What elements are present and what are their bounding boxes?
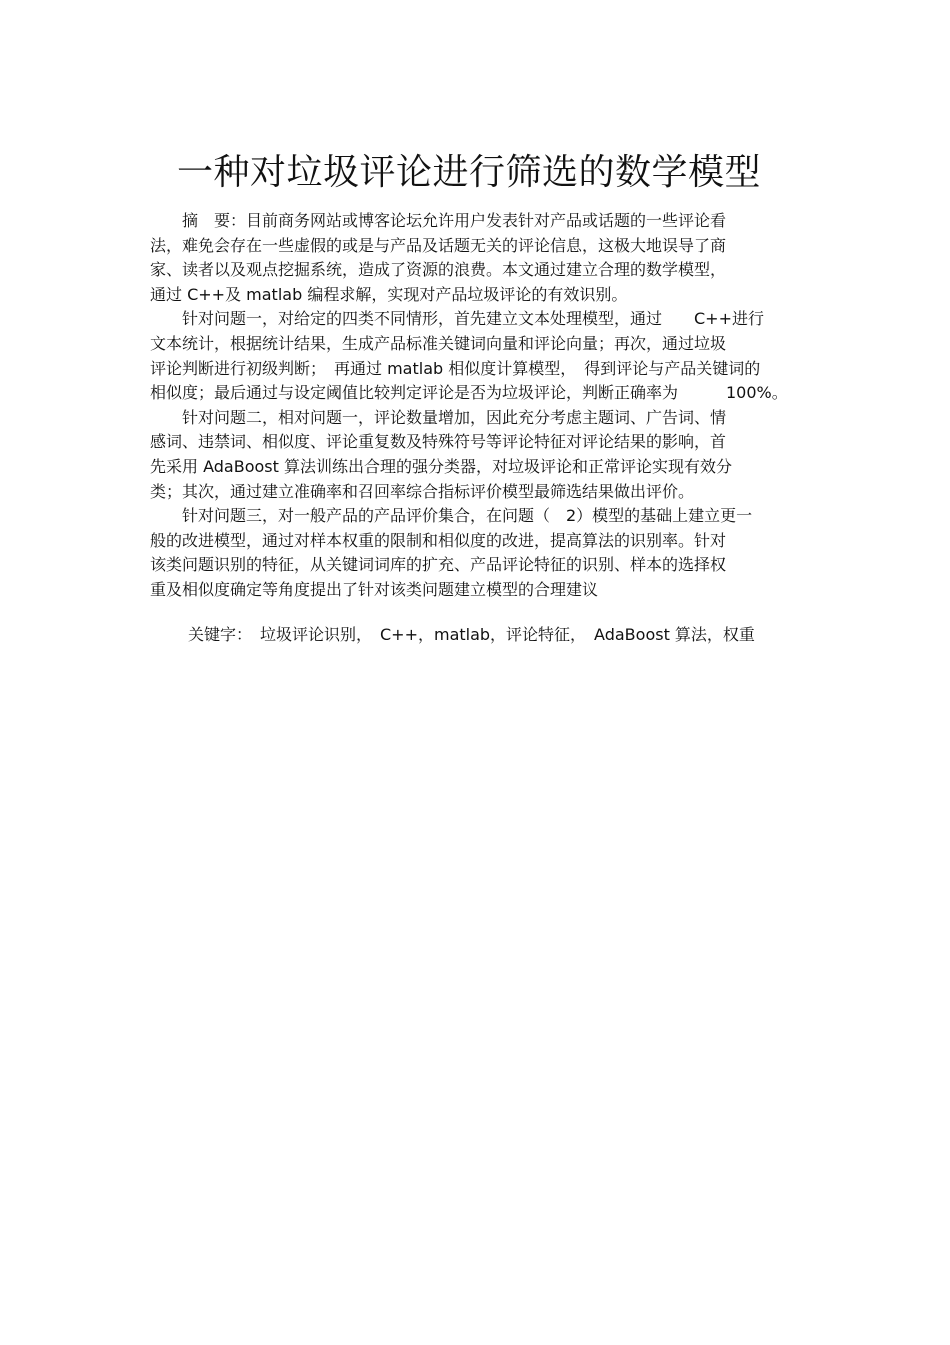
problem3-line: 该类问题识别的特征，从关键词词库的扩充、产品评论特征的识别、样本的选择权 xyxy=(150,555,727,575)
abstract-body xyxy=(150,209,840,603)
problem2-line: 先采用 AdaBoost 算法训练出合理的强分类器，对垃圾评论和正常评论实现有效分 xyxy=(150,456,732,476)
problem1-line: 评论判断进行初级判断； 再通过 matlab 相似度计算模型， 得到评论与产品关键词的 xyxy=(150,358,761,378)
abstract-line: 法，难免会存在一些虚假的或是与产品及话题无关的评论信息，这极大地误导了商 xyxy=(150,235,727,255)
abstract-line: 摘 要：目前商务网站或博客论坛允许用户发表针对产品或话题的一些评论看 xyxy=(182,211,727,230)
problem1-paragraph xyxy=(150,307,840,405)
problem1-line: 文本统计，根据统计结果，生成产品标准关键词向量和评论向量；再次，通过垃圾 xyxy=(150,333,727,353)
problem2-line: 类；其次，通过建立准确率和召回率综合指标评价模型最筛选结果做出评价。 xyxy=(150,481,695,501)
problem2-line: 针对问题二，相对问题一，评论数量增加，因此充分考虑主题词、广告词、情 xyxy=(182,407,727,427)
problem3-paragraph xyxy=(150,504,840,602)
problem1-line: 针对问题一，对给定的四类不同情形，首先建立文本处理模型，通过 C++进行 xyxy=(182,309,764,329)
problem3-line: 重及相似度确定等角度提出了针对该类问题建立模型的合理建议 xyxy=(150,579,599,599)
problem2-line: 感词、违禁词、相似度、评论重复数及特殊符号等评论特征对评论结果的影响，首 xyxy=(150,432,727,452)
keywords-line: 关键字： 垃圾评论识别， C++，matlab，评论特征， AdaBoost 算法，权重 xyxy=(188,625,755,644)
problem2-paragraph xyxy=(150,406,840,504)
problem3-line: 般的改进模型，通过对样本权重的限制和相似度的改进，提高算法的识别率。针对 xyxy=(150,530,727,550)
abstract-line: 家、读者以及观点挖掘系统，造成了资源的浪费。本文通过建立合理的数学模型， xyxy=(150,260,727,280)
problem1-line: 相似度；最后通过与设定阈值比较判定评论是否为垃圾评论，判断正确率为 100%。 xyxy=(150,383,788,403)
problem3-line: 针对问题三，对一般产品的产品评价集合，在问题（ 2）模型的基础上建立更一 xyxy=(182,506,753,526)
abstract-paragraph xyxy=(150,209,840,307)
paper-title: 一种对垃圾评论进行筛选的数学模型 xyxy=(176,152,761,193)
abstract-line: 通过 C++及 matlab 编程求解，实现对产品垃圾评论的有效识别。 xyxy=(150,284,628,304)
